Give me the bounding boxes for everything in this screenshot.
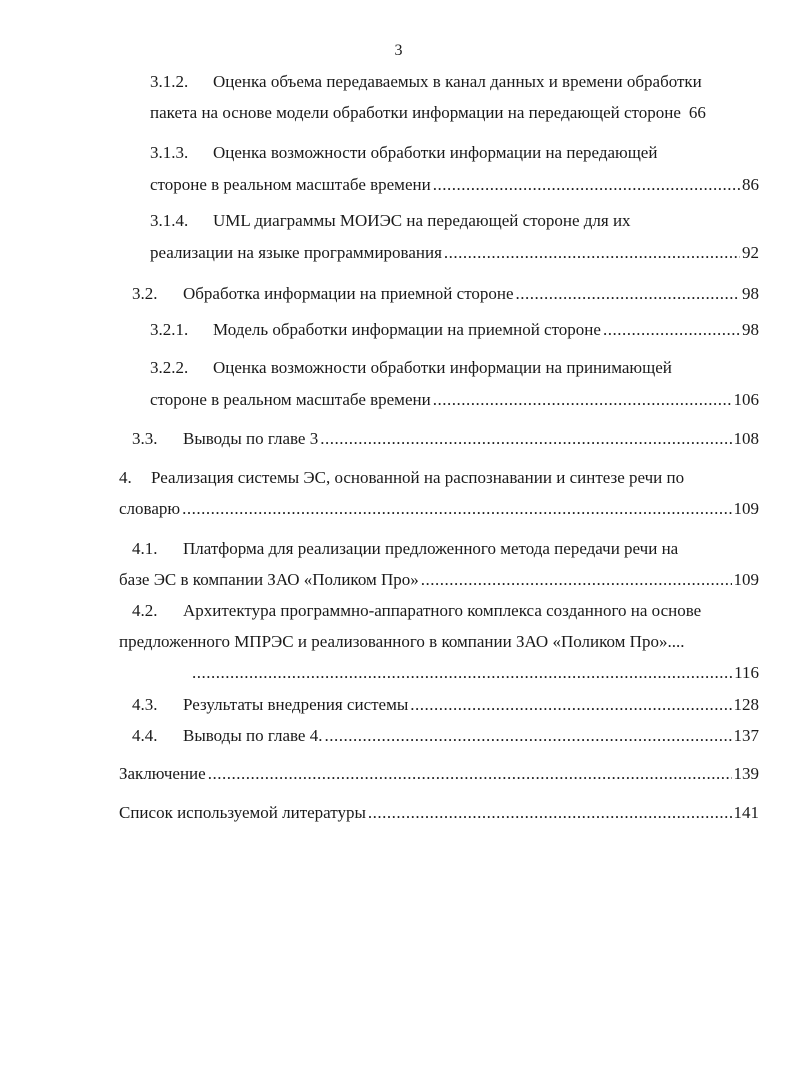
toc-entry-4-2-line1 — [132, 600, 701, 622]
toc-number: 3.3. — [132, 429, 158, 448]
toc-entry-3-1-3-line1 — [150, 142, 657, 164]
toc-entry-3-1-4-line2 — [150, 242, 759, 264]
toc-entry-4-3 — [132, 694, 759, 716]
toc-entry-3-1-4-line1 — [150, 210, 631, 232]
toc-page: 141 — [733, 803, 759, 822]
page-number: 3 — [394, 42, 403, 59]
dot-leader — [421, 569, 732, 591]
toc-entry-3-2-2-line1 — [150, 357, 672, 379]
toc-page: 109 — [733, 570, 759, 589]
toc-entry-4-4 — [132, 725, 759, 747]
toc-title: пакета на основе модели обработки информации на передающей стороне — [150, 103, 681, 122]
toc-title: словарю — [119, 499, 181, 518]
toc-title: Реализация системы ЭС, основанной на распознавании и синтезе речи по — [151, 468, 685, 487]
toc-number: 3.2. — [132, 284, 158, 303]
toc-title: Заключение — [119, 764, 206, 783]
toc-entry-conclusion — [119, 763, 759, 785]
toc-title: базе ЭС в компании ЗАО «Поликом Про» — [119, 570, 419, 589]
toc-entry-3-2 — [132, 283, 759, 305]
toc-title: Обработка информации на приемной стороне — [183, 284, 514, 303]
toc-number: 4.4. — [132, 726, 158, 745]
dot-leader — [324, 725, 731, 747]
toc-entry-3-2-2-line2 — [150, 389, 759, 411]
toc-number: 3.2.1. — [150, 320, 189, 339]
toc-page: 109 — [733, 499, 759, 518]
toc-page: 108 — [733, 429, 759, 448]
dot-leader — [192, 662, 732, 684]
toc-number: 3.2.2. — [150, 358, 189, 377]
dot-leader — [433, 389, 732, 411]
toc-page: 86 — [742, 175, 759, 194]
toc-number: 4.2. — [132, 601, 158, 620]
toc-entry-3-1-2-line2 — [150, 102, 759, 124]
toc-entry-4-1-line1 — [132, 538, 678, 560]
toc-number: 3.1.4. — [150, 211, 189, 230]
toc-title: Модель обработки информации на приемной стороне — [213, 320, 601, 339]
toc-entry-3-1-2-line1 — [150, 71, 702, 93]
toc-entry-4-line1 — [119, 467, 684, 489]
toc-title: Результаты внедрения системы — [183, 695, 409, 714]
toc-page: 66 — [688, 103, 706, 122]
dot-leader — [368, 802, 732, 824]
toc-entry-4-2-line3 — [190, 662, 759, 684]
toc-title: предложенного МПРЭС и реализованного в компании ЗАО «Поликом Про».... — [119, 632, 685, 651]
toc-title: стороне в реальном масштабе времени — [150, 175, 431, 194]
toc-entry-3-2-1 — [150, 319, 759, 341]
toc-number: 3.1.2. — [150, 72, 189, 91]
toc-page: 137 — [733, 726, 759, 745]
toc-page: 106 — [733, 390, 759, 409]
toc-entry-references — [119, 802, 759, 824]
toc-entry-3-3 — [132, 428, 759, 450]
toc-title: стороне в реальном масштабе времени — [150, 390, 431, 409]
toc-title: Список используемой литературы — [119, 803, 366, 822]
toc-page: 139 — [733, 764, 759, 783]
toc-title: Выводы по главе 4. — [183, 726, 323, 745]
dot-leader — [516, 283, 740, 305]
toc-title: Оценка возможности обработки информации на передающей — [213, 143, 658, 162]
toc-title: UML диаграммы МОИЭС на передающей стороне для их — [213, 211, 631, 230]
dot-leader — [444, 242, 740, 264]
toc-title: Выводы по главе 3 — [183, 429, 319, 448]
toc-entry-4-line2 — [119, 498, 759, 520]
toc-number: 4.3. — [132, 695, 158, 714]
toc-page: 98 — [742, 284, 759, 303]
dot-leader — [208, 763, 732, 785]
toc-number: 4. — [119, 468, 132, 487]
toc-entry-3-1-3-line2 — [150, 174, 759, 196]
toc-title: реализации на языке программирования — [150, 243, 442, 262]
toc-title: Архитектура программно-аппаратного комплекса созданного на основе — [183, 601, 702, 620]
dot-leader — [410, 694, 731, 716]
dot-leader — [603, 319, 740, 341]
toc-entry-4-1-line2 — [119, 569, 759, 591]
dot-leader — [182, 498, 731, 520]
toc-title: Оценка объема передаваемых в канал данных и времени обработки — [213, 72, 702, 91]
dot-leader — [320, 428, 731, 450]
toc-title: Платформа для реализации предложенного метода передачи речи на — [183, 539, 679, 558]
dot-leader — [433, 174, 740, 196]
toc-page: 128 — [733, 695, 759, 714]
toc-title: Оценка возможности обработки информации на принимающей — [213, 358, 672, 377]
toc-page: 98 — [742, 320, 759, 339]
toc-number: 3.1.3. — [150, 143, 189, 162]
toc-page: 116 — [734, 663, 759, 682]
toc-number: 4.1. — [132, 539, 158, 558]
toc-entry-4-2-line2 — [119, 631, 684, 653]
toc-page: 92 — [742, 243, 759, 262]
